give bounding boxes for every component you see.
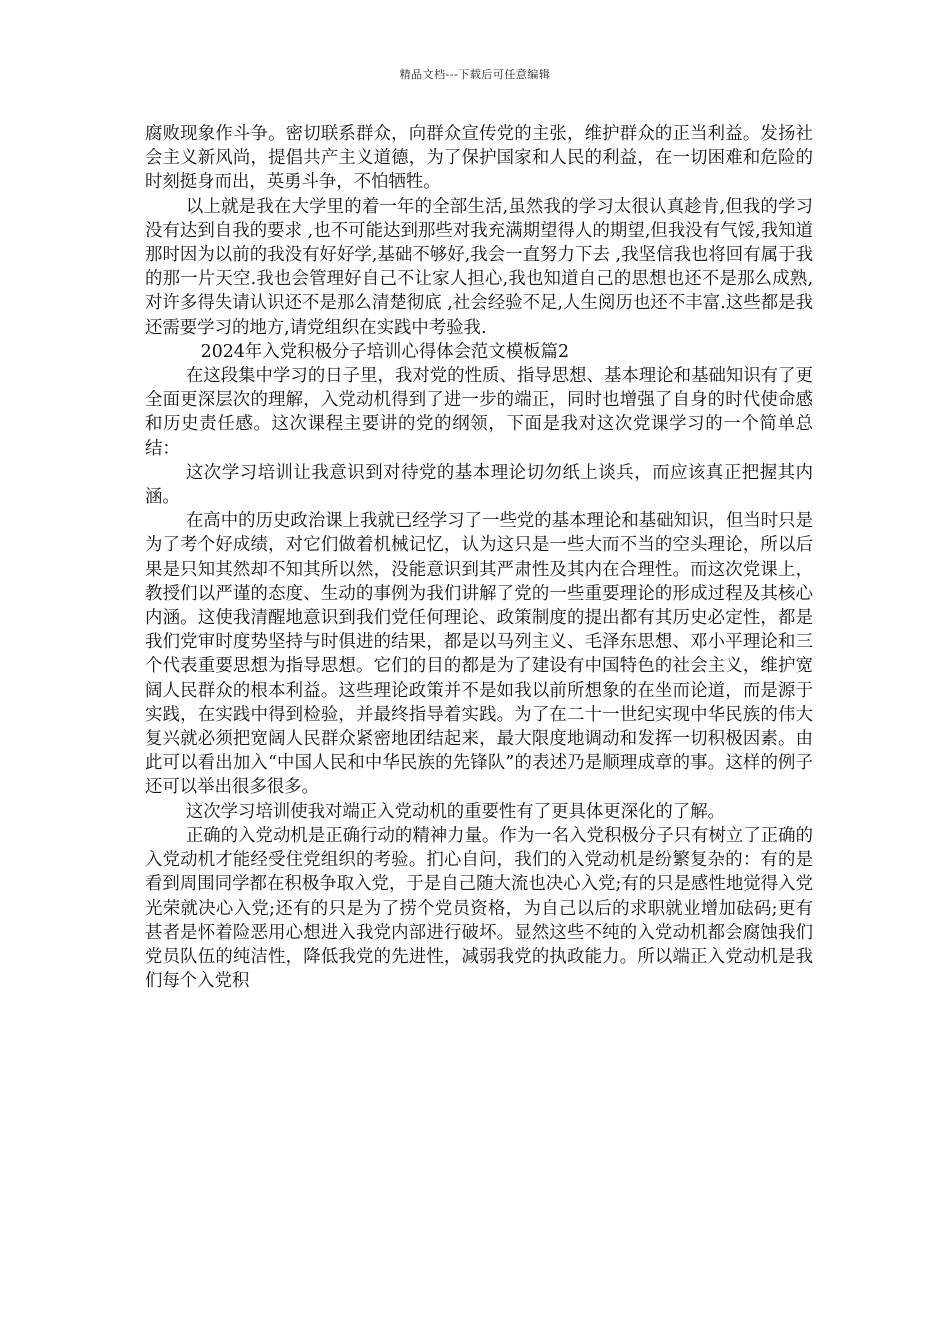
paragraph-3: 在这段集中学习的日子里，我对党的性质、指导思想、基本理论和基础知识有了更全面更深层次的理解，入党动机得到了进一步的端正，同时也增强了自身的时代使命感和历史责任感。这次课程主要讲的党的纲领，下面是我对这次党课学习的一个简单总结：	[145, 366, 813, 459]
paragraph-7: 正确的入党动机是正确行动的精神力量。作为一名入党积极分子只有树立了正确的入党动机才能经受住党组织的考验。扪心自问，我们的入党动机是纷繁复杂的：有的是看到周围同学都在积极争取入党，于是自己随大流也决心入党;有的只是感性地觉得入党光荣就决心入党;还有的只是为了捞个党员资格，为自己以后的求职就业增加砝码;更有甚者是怀着险恶用心想进入我党内部进行破坏。显然这些不纯的入党动机都会腐蚀我们党员队伍的纯洁性，降低我党的先进性，减弱我党的执政能力。所以端正入党动机是我们每个入党积	[145, 825, 813, 992]
page-header: 精品文档---下载后可任意编辑	[399, 68, 551, 81]
section-title: 2024年入党积极分子培训心得体会范文模板篇2	[200, 341, 570, 362]
paragraph-5: 在高中的历史政治课上我就已经学习了一些党的基本理论和基础知识，但当时只是为了考个好成绩，对它们做着机械记忆，认为这只是一些大而不当的空头理论，所以后果是只知其然却不知其所以然，没能意识到其严肃性及其内在合理性。而这次党课上，教授们以严谨的态度、生动的事例为我们讲解了党的一些重要理论的形成过程及其核心内涵。这使我清醒地意识到我们党任何理论、政策制度的提出都有其历史必定性，都是我们党审时度势坚持与时俱进的结果，都是以马列主义、毛泽东思想、邓小平理论和三个代表重要思想为指导思想。它们的目的都是为了建设有中国特色的社会主义，维护宽阔人民群众的根本利益。这些理论政策并不是如我以前所想象的在坐而论道，而是源于实践，在实践中得到检验，并最终指导着实践。为了在二十一世纪实现中华民族的伟大复兴就必须把宽阔人民群众紧密地团结起来，最大限度地调动和发挥一切积极因素。由此可以看出加入“中国人民和中华民族的先锋队”的表述乃是顺理成章的事。这样的例子还可以举出很多很多。	[145, 511, 813, 798]
paragraph-6: 这次学习培训使我对端正入党动机的重要性有了更具体更深化的了解。	[185, 801, 725, 822]
paragraph-2: 以上就是我在大学里的着一年的全部生活,虽然我的学习太很认真趁肯,但我的学习没有达到自我的要求 ,也不可能达到那些对我充满期望得人的期望,但我没有气馁,我知道那时因为以前的我没有好好学,基础不够好,我会一直努力下去 ,我坚信我也将回有属于我的那一片天空.我也会管理好自己不让家人担心,我也知道自己的思想也还不是那么成熟,对许多得失请认识还不是那么清楚彻底 ,社会经验不足,人生阅历也还不丰富.这些都是我还需要学习的地方,请党组织在实践中考验我.	[145, 196, 813, 338]
paragraph-4: 这次学习培训让我意识到对待党的基本理论切勿纸上谈兵，而应该真正把握其内涵。	[145, 462, 813, 508]
paragraph-1: 腐败现象作斗争。密切联系群众，向群众宣传党的主张，维护群众的正当利益。发扬社会主义新风尚，提倡共产主义道德，为了保护国家和人民的利益，在一切困难和危险的时刻挺身而出，英勇斗争，不怕牺牲。	[145, 124, 813, 193]
document-body	[145, 122, 813, 993]
